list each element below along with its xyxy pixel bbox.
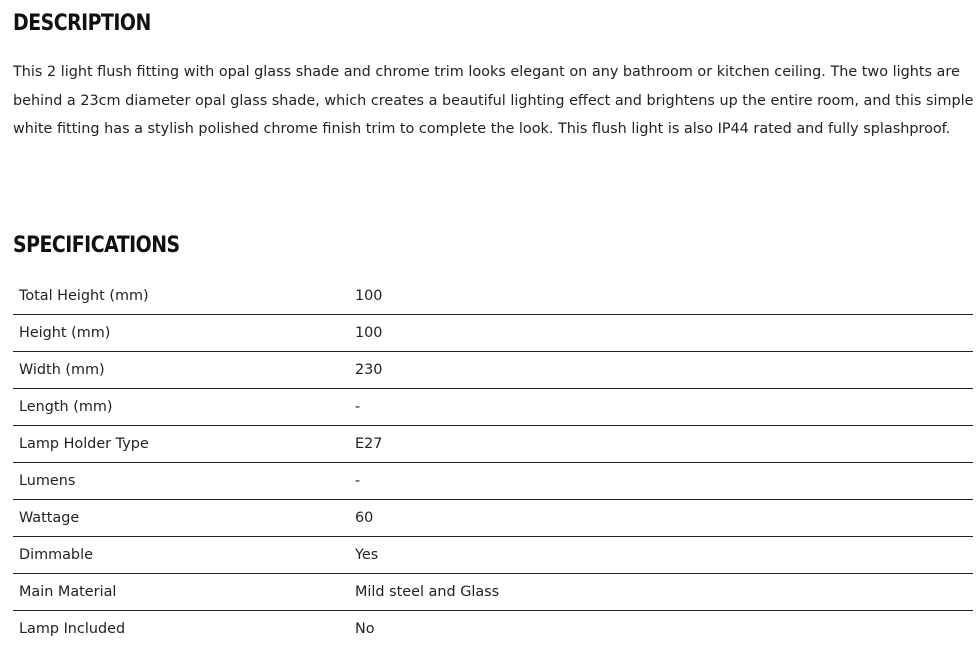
- spec-row: [13, 352, 973, 389]
- spec-value: 60: [349, 500, 973, 537]
- spec-row: [13, 611, 973, 647]
- spec-value: Yes: [349, 537, 973, 574]
- spec-value: 100: [349, 315, 973, 352]
- specifications-heading: SPECIFICATIONS: [13, 233, 180, 258]
- spec-value: E27: [349, 426, 973, 463]
- spec-row: [13, 537, 973, 574]
- spec-row: [13, 315, 973, 352]
- spec-label: Wattage: [13, 500, 349, 537]
- spec-row: [13, 426, 973, 463]
- spec-row: [13, 389, 973, 426]
- spec-value: -: [349, 463, 973, 500]
- spec-row: [13, 500, 973, 537]
- spec-row: [13, 463, 973, 500]
- description-heading: DESCRIPTION: [13, 11, 151, 36]
- spec-label: Lumens: [13, 463, 349, 500]
- spec-label: Width (mm): [13, 352, 349, 389]
- spec-row: [13, 574, 973, 611]
- spec-value: -: [349, 389, 973, 426]
- spec-label: Length (mm): [13, 389, 349, 426]
- spec-value: 230: [349, 352, 973, 389]
- spec-row: [13, 278, 973, 315]
- spec-label: Lamp Holder Type: [13, 426, 349, 463]
- spec-label: Dimmable: [13, 537, 349, 574]
- specifications-table: [13, 278, 973, 647]
- spec-label: Height (mm): [13, 315, 349, 352]
- spec-label: Lamp Included: [13, 611, 349, 647]
- spec-label: Main Material: [13, 574, 349, 611]
- spec-value: Mild steel and Glass: [349, 574, 973, 611]
- description-text: This 2 light flush fitting with opal glass shade and chrome trim looks elegant on any bathroom or kitchen ceiling. The two lights are behind a 23cm diameter opal glass shade, which creates a beautiful lighting effect and brightens up the entire room, and this simple white fitting has a stylish polished chrome finish trim to complete the look. This flush light is also IP44 rated and fully splashproof.: [13, 58, 975, 144]
- spec-value: 100: [349, 278, 973, 315]
- spec-label: Total Height (mm): [13, 278, 349, 315]
- spec-value: No: [349, 611, 973, 647]
